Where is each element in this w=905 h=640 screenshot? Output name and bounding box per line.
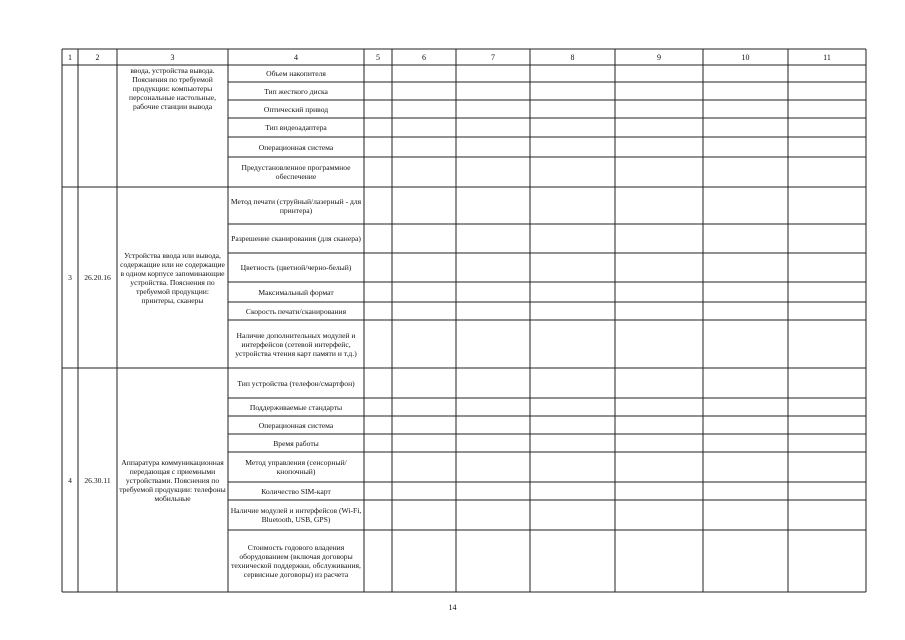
characteristic-name: Метод печати (струйный/лазерный - для принтера) xyxy=(230,196,362,215)
characteristic-name: Операционная система xyxy=(258,420,334,430)
okpd-code: 26.30.11 xyxy=(84,475,111,485)
product-description: ввода, устройства вывода. Пояснения по требуемой продукции: компьютеры персональные настольные, рабочие станции вывода xyxy=(129,66,216,111)
product-description: Аппаратура коммуникационная передающая с приемными устройствами. Пояснения по требуемой продукции: телефоны мобильные xyxy=(119,457,226,503)
characteristic-name: Объем накопителя xyxy=(266,69,326,78)
characteristic-name: Поддерживаемые стандарты xyxy=(249,402,343,412)
column-number-2: 2 xyxy=(95,52,100,62)
characteristic-name: Цветность (цветной/черно-белый) xyxy=(240,263,352,272)
column-number-1: 1 xyxy=(68,52,72,62)
characteristic-name: Разрешение сканирования (для сканера) xyxy=(231,234,361,243)
row-number: 3 xyxy=(68,273,72,282)
characteristic-name: Количество SIM-карт xyxy=(261,486,331,496)
characteristic-name: Наличие модулей и интерфейсов (Wi-Fi, Bluetooth, USB, GPS) xyxy=(230,506,362,524)
row-number: 4 xyxy=(68,475,72,485)
page-number: 14 xyxy=(448,603,457,612)
column-number-6: 6 xyxy=(422,52,426,62)
characteristic-name: Метод управления (сенсорный/кнопочный) xyxy=(245,458,347,476)
characteristic-name: Стоимость годового владения оборудованием (включая договоры технической поддержки, обслуживания, сервисные договоры) из расчета xyxy=(231,543,361,579)
okpd-code: 26.20.16 xyxy=(84,273,111,282)
okpd-code xyxy=(78,65,117,187)
column-number-4: 4 xyxy=(294,52,298,62)
characteristic-name: Оптический привод xyxy=(263,104,329,114)
column-number-11: 11 xyxy=(823,52,831,62)
characteristic-name: Максимальный формат xyxy=(258,287,334,297)
characteristic-name: Предустановленное программное обеспечение xyxy=(241,163,351,181)
characteristic-name: Время работы xyxy=(273,438,319,448)
characteristic-name: Скорость печати/сканирования xyxy=(245,306,347,316)
characteristic-name: Тип видеоадаптера xyxy=(265,123,327,132)
column-number-9: 9 xyxy=(657,52,661,62)
characteristic-name: Операционная система xyxy=(258,142,334,152)
column-number-7: 7 xyxy=(491,52,495,62)
characteristic-name: Тип жесткого диска xyxy=(264,86,328,96)
column-number-3: 3 xyxy=(170,52,175,62)
row-number xyxy=(62,65,78,187)
column-number-10: 10 xyxy=(741,52,750,62)
column-number-8: 8 xyxy=(570,52,575,62)
product-description: Устройства ввода или вывода, содержащие или не содержащие в одном корпусе запоминающие устройства. Пояснения по требуемой продукции: принтеры, сканеры xyxy=(120,250,225,305)
characteristic-name: Наличие дополнительных модулей и интерфейсов (сетевой интерфейс, устройства чтения карт памяти и т.д.) xyxy=(235,330,357,358)
characteristic-name: Тип устройства (телефон/смартфон) xyxy=(237,378,355,388)
column-number-5: 5 xyxy=(376,52,380,62)
